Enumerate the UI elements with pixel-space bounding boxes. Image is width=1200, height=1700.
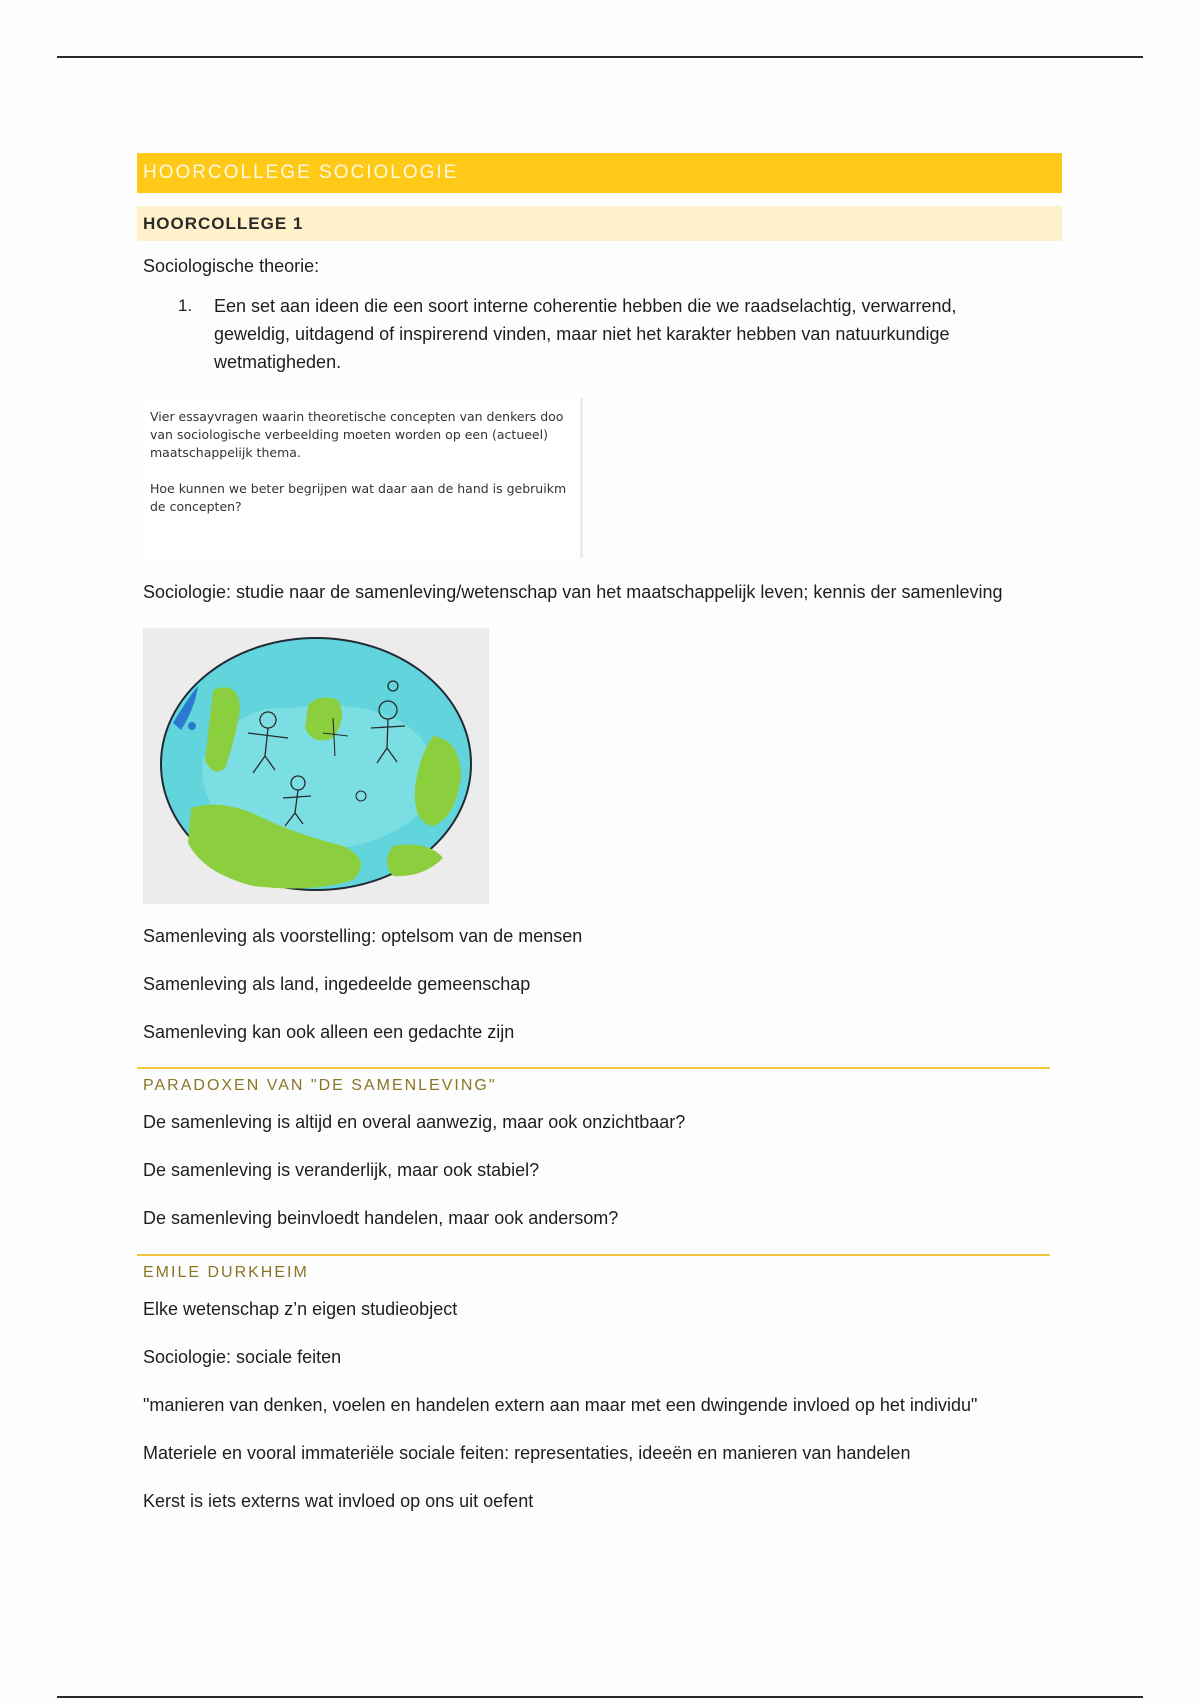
paradox-line: De samenleving beinvloedt handelen, maar ook andersom? [143,1208,619,1228]
samenleving-line: Samenleving kan ook alleen een gedachte zijn [143,1022,515,1042]
samenleving-line: Samenleving als voorstelling: optelsom van de mensen [143,926,583,946]
document-body [137,153,1062,1515]
theory-label: Sociologische theorie: [143,256,320,276]
durkheim-line: Sociologie: sociale feiten [143,1347,342,1367]
paradoxen-heading: PARADOXEN VAN "DE SAMENLEVING" [137,1067,1050,1098]
samenleving-line: Samenleving als land, ingedeelde gemeenschap [143,974,531,994]
paradox-line: De samenleving is altijd en overal aanwezig, maar ook onzichtbaar? [143,1112,686,1132]
page-footer-rule [57,1696,1143,1698]
page-header-rule [57,56,1143,58]
essay-line-blank [143,462,583,480]
essay-line: maatschappelijk thema. [150,445,301,460]
list-item-text: Een set aan ideen die een soort interne coherentie hebben die we raadselachtig, verwarrend, geweldig, uitdagend of inspirerend vinden, maar niet het karakter hebben van natuurkundige wetmatigheden. [214,296,957,372]
durkheim-line: "manieren van denken, voelen en handelen extern aan maar met een dwingende invloed op het individu" [143,1395,978,1415]
globe-illustration [143,628,489,904]
durkheim-line: Kerst is iets externs wat invloed op ons uit oefent [143,1491,534,1511]
durkheim-line: Elke wetenschap z’n eigen studieobject [143,1299,458,1319]
numbered-list [178,292,998,376]
durkheim-line: Materiele en vooral immateriële sociale feiten: representaties, ideeën en manieren van handelen [143,1443,911,1463]
sociology-definition: Sociologie: studie naar de samenleving/wetenschap van het maatschappelijk leven; kennis der samenleving [143,582,1003,602]
essay-line: Vier essayvragen waarin theoretische concepten van denkers doo [150,409,564,424]
durkheim-heading: EMILE DURKHEIM [137,1254,1050,1285]
image-edge [580,398,583,558]
globe-drawing [143,628,489,904]
essay-line: van sociologische verbeelding moeten worden op een (actueel) [150,427,548,442]
essay-question-image [143,398,583,558]
paradox-line: De samenleving is veranderlijk, maar ook stabiel? [143,1160,540,1180]
lecture-subtitle: HOORCOLLEGE 1 [137,206,1062,241]
document-title: HOORCOLLEGE SOCIOLOGIE [137,153,1062,193]
essay-line: Hoe kunnen we beter begrijpen wat daar aan de hand is gebruikm [150,481,567,496]
essay-line: de concepten? [150,499,242,514]
list-item-number: 1. [178,296,193,315]
